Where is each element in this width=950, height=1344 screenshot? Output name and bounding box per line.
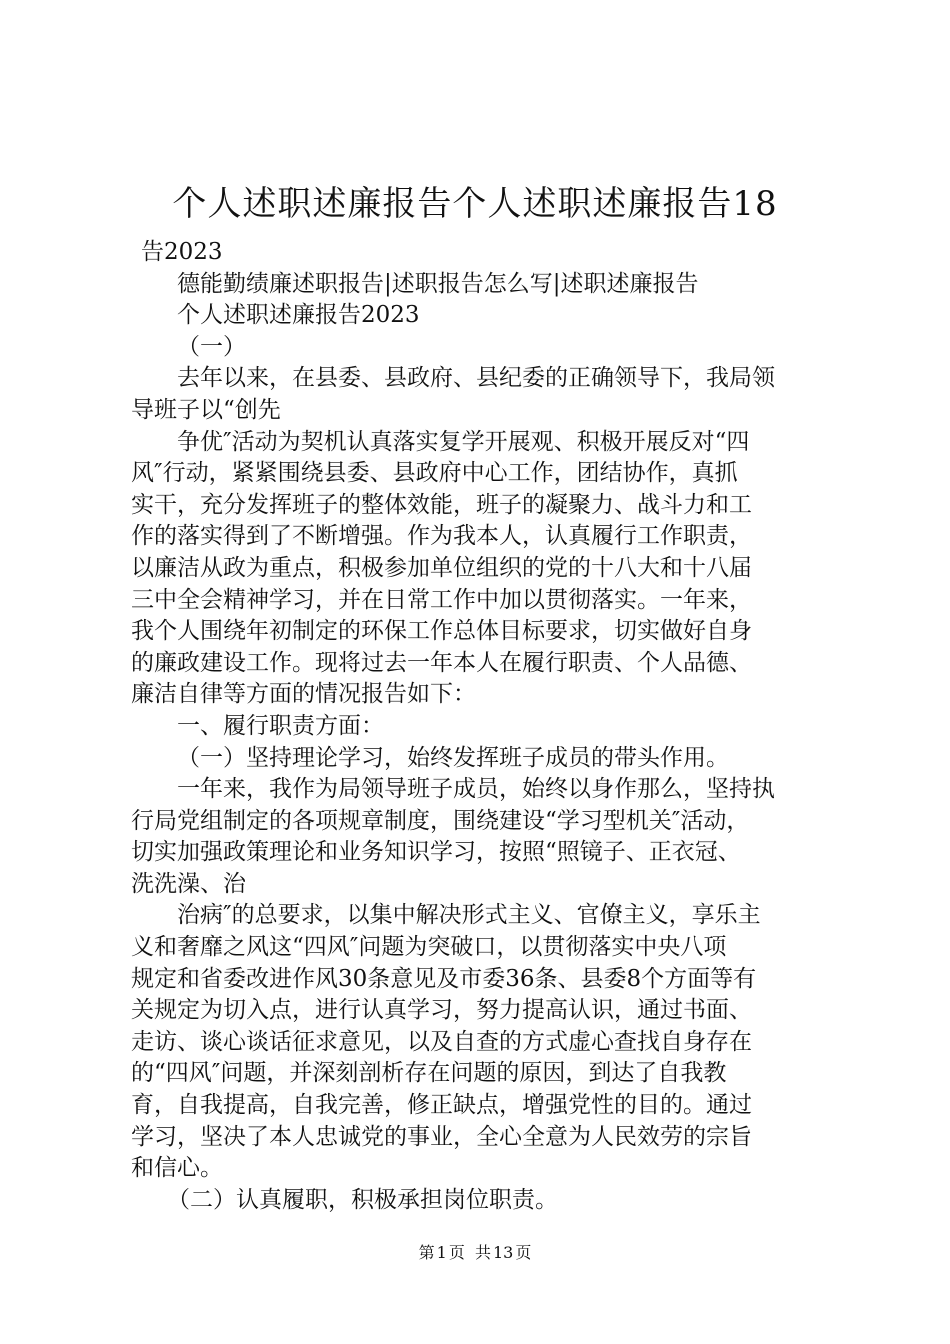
body-line: 我个人围绕年初制定的环保工作总体目标要求，切实做好自身	[131, 618, 752, 645]
body-line: 风″行动，紧紧围绕县委、县政府中心工作，团结协作，真抓	[131, 460, 738, 487]
body-line: 关规定为切入点，进行认真学习，努力提高认识，通过书面、	[131, 997, 752, 1024]
page-label-suffix: 页	[515, 1243, 532, 1262]
body-line: 以廉洁从政为重点，积极参加单位组织的党的十八大和十八届	[131, 554, 752, 581]
page-label-mid: 页 共	[448, 1243, 491, 1262]
body-line: 实干，充分发挥班子的整体效能，班子的凝聚力、战斗力和工	[131, 491, 752, 518]
body-line: 导班子以“创先	[131, 396, 281, 423]
body-line: （一）	[177, 333, 246, 360]
body-line: 切实加强政策理论和业务知识学习，按照“照镜子、正衣冠、	[131, 839, 741, 866]
body-line: 德能勤绩廉述职报告|述职报告怎么写|述职述廉报告	[177, 270, 699, 297]
body-line: （二）认真履职，积极承担岗位职责。	[167, 1186, 558, 1213]
body-line: 义和奢靡之风这“四风″问题为突破口，以贯彻落实中央八项	[131, 934, 727, 961]
body-line: 洗洗澡、治	[131, 870, 246, 897]
page-current: 1	[436, 1243, 447, 1262]
body-line: 学习，坚决了本人忠诚党的事业，全心全意为人民效劳的宗旨	[131, 1123, 752, 1150]
page-footer	[0, 1243, 950, 1263]
body-line: （一）坚持理论学习，始终发挥班子成员的带头作用。	[177, 744, 729, 771]
page-total: 13	[493, 1243, 514, 1262]
document-title: 个人述职述廉报告个人述职述廉报告18	[172, 184, 778, 224]
body-line: 走访、谈心谈话征求意见，以及自查的方式虚心查找自身存在	[131, 1028, 752, 1055]
body-line: 一年来，我作为局领导班子成员，始终以身作那么，坚持执	[177, 776, 775, 803]
body-line: 争优″活动为契机认真落实复学开展观、积极开展反对“四	[177, 428, 750, 455]
body-line: 和信心。	[131, 1155, 223, 1182]
body-line: 育，自我提高，自我完善，修正缺点，增强党性的目的。通过	[131, 1092, 752, 1119]
body-line: 规定和省委改进作风30条意见及市委36条、县委8个方面等有	[131, 965, 757, 992]
body-line: 治病″的总要求，以集中解决形式主义、官僚主义，享乐主	[177, 902, 761, 929]
body-line: 一、履行职责方面：	[177, 712, 384, 739]
body-line: 廉洁自律等方面的情况报告如下：	[131, 681, 476, 708]
body-line: 行局党组制定的各项规章制度，围绕建设“学习型机关″活动，	[131, 807, 750, 834]
body-line: 去年以来，在县委、县政府、县纪委的正确领导下，我局领	[177, 365, 775, 392]
body-line: 个人述职述廉报告2023	[177, 302, 420, 329]
page-label-prefix: 第	[418, 1243, 435, 1262]
body-line: 告2023	[141, 239, 223, 265]
body-line: 的“四风″问题，并深刻剖析存在问题的原因，到达了自我教	[131, 1060, 727, 1087]
body-line: 作的落实得到了不断增强。作为我本人，认真履行工作职责，	[131, 523, 752, 550]
document-body	[131, 237, 831, 1216]
body-line: 三中全会精神学习，并在日常工作中加以贯彻落实。一年来，	[131, 586, 752, 613]
body-line: 的廉政建设工作。现将过去一年本人在履行职责、个人品德、	[131, 649, 752, 676]
